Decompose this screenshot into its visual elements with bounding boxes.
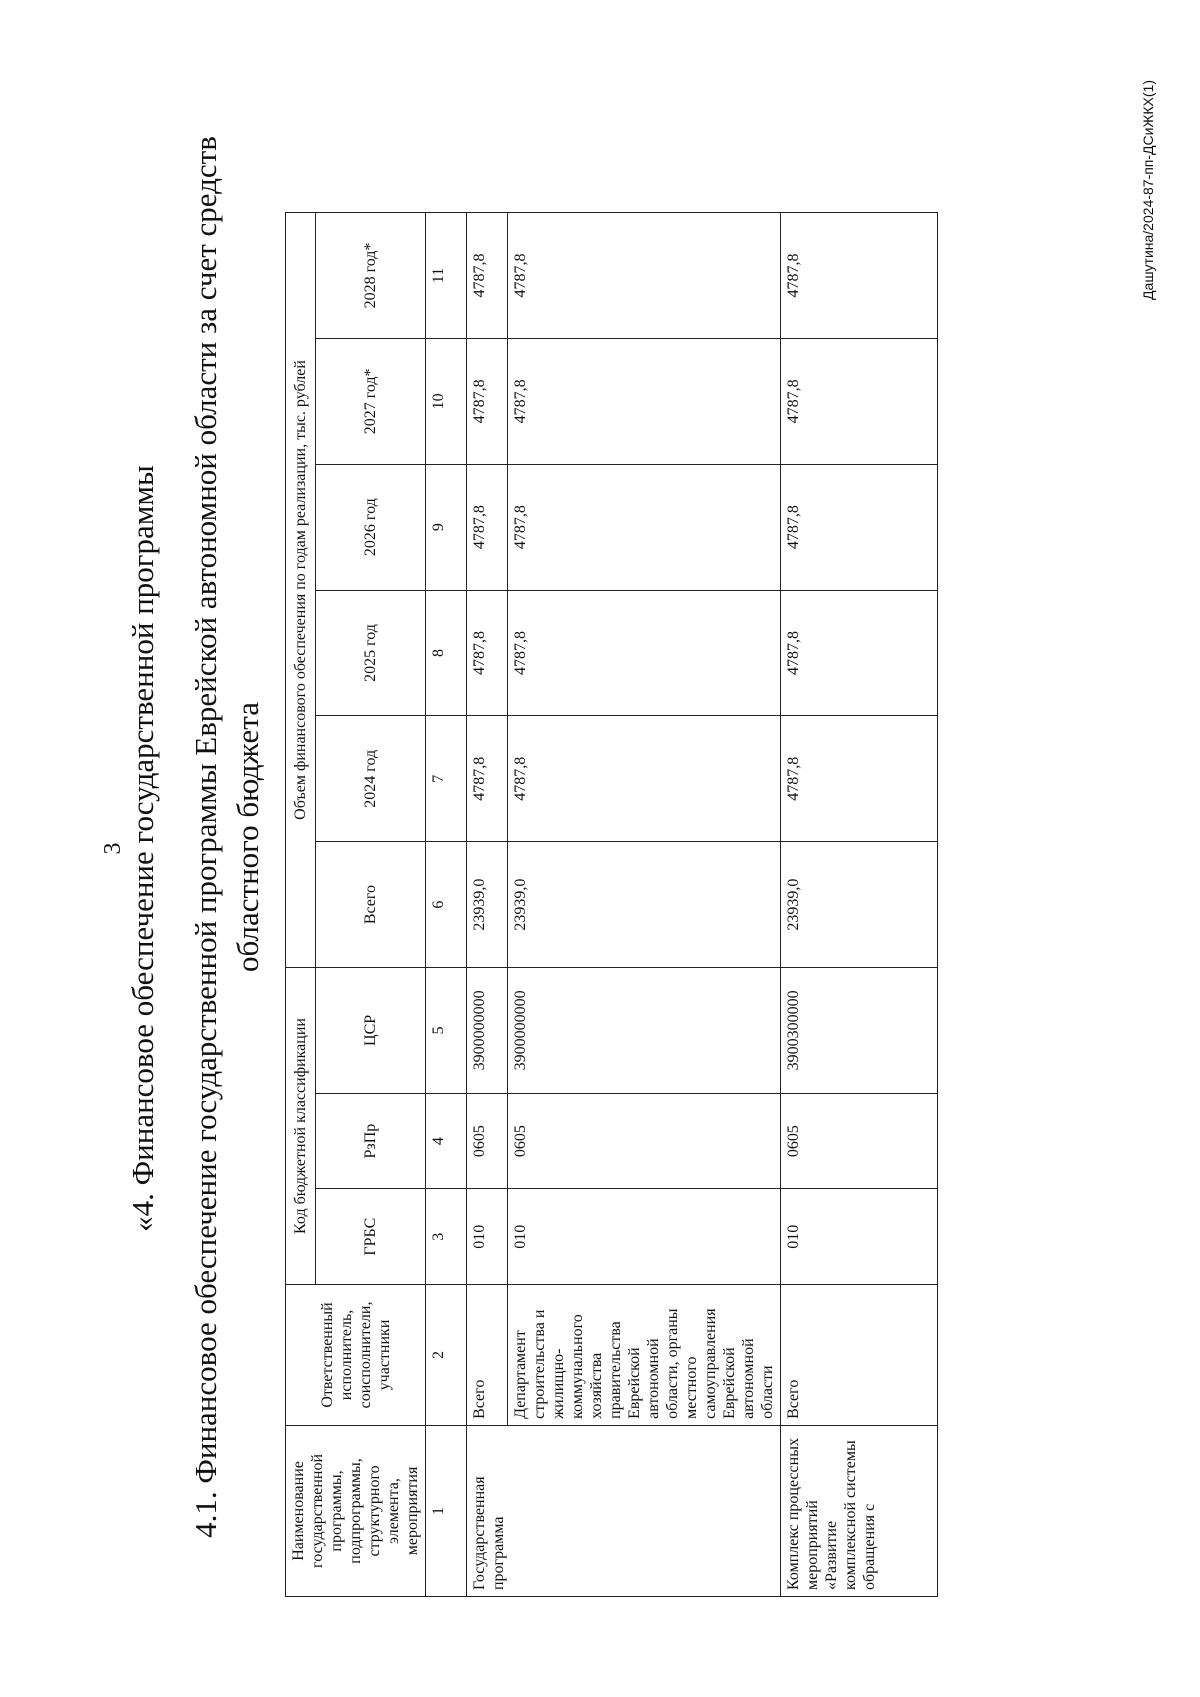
header-2028: 2028 год* (315, 213, 425, 339)
row-2028: 4787,8 (508, 213, 781, 339)
row-total: 23939,0 (508, 842, 781, 968)
column-numbers-row (426, 213, 467, 1597)
row-responsible: Всего (781, 1285, 938, 1426)
row-grbs: 010 (508, 1189, 781, 1285)
header-volume: Объем финансового обеспечения по годам реализации, тыс. рублей (286, 213, 316, 968)
row-rzpr: 0605 (508, 1093, 781, 1189)
row-2025: 4787,8 (781, 590, 938, 716)
header-2025: 2025 год (315, 590, 425, 716)
row-rzpr: 0605 (467, 1093, 508, 1189)
page-number: 3 (100, 842, 126, 855)
column-number: 6 (426, 842, 467, 968)
row-name: Комплекс процессных мероприятий «Развитие комплексной системы обращения с (781, 1425, 938, 1596)
header-2026: 2026 год (315, 464, 425, 590)
header-2024: 2024 год (315, 716, 425, 842)
row-2025: 4787,8 (467, 590, 508, 716)
row-2026: 4787,8 (467, 464, 508, 590)
financing-table (285, 212, 938, 1597)
table-row (467, 213, 508, 1597)
column-number: 9 (426, 464, 467, 590)
row-total: 23939,0 (467, 842, 508, 968)
row-csr: 3900000000 (508, 967, 781, 1093)
row-2024: 4787,8 (467, 716, 508, 842)
header-rzpr: РзПр (315, 1093, 425, 1189)
row-grbs: 010 (467, 1189, 508, 1285)
row-rzpr: 0605 (781, 1093, 938, 1189)
table-row (508, 213, 781, 1597)
column-number: 7 (426, 716, 467, 842)
row-2027: 4787,8 (781, 338, 938, 464)
column-number: 1 (426, 1425, 467, 1596)
column-number: 11 (426, 213, 467, 339)
row-2027: 4787,8 (508, 338, 781, 464)
column-number: 3 (426, 1189, 467, 1285)
document-footer-id: Дашутина/2024-87-пп-ДСиЖКХ(1) (1140, 80, 1156, 300)
column-number: 10 (426, 338, 467, 464)
row-name: Государственная программа (467, 1425, 781, 1596)
subsection-title: 4.1. Финансовое обеспечение государственной программы Еврейской автономной области за счет средств областного бюджета (188, 136, 265, 1538)
row-grbs: 010 (781, 1189, 938, 1285)
header-row (286, 213, 316, 1597)
header-responsible: Ответственный исполнитель, соисполнители, участники (286, 1285, 426, 1426)
section-title: «4. Финансовое обеспечение государственной программы (125, 465, 160, 1232)
row-2026: 4787,8 (508, 464, 781, 590)
row-2027: 4787,8 (467, 338, 508, 464)
header-grbs: ГРБС (315, 1189, 425, 1285)
row-2028: 4787,8 (467, 213, 508, 339)
header-csr: ЦСР (315, 967, 425, 1093)
column-number: 2 (426, 1285, 467, 1426)
row-csr: 3900000000 (467, 967, 508, 1093)
column-number: 4 (426, 1093, 467, 1189)
column-number: 5 (426, 967, 467, 1093)
row-csr: 3900300000 (781, 967, 938, 1093)
row-responsible: Всего (467, 1285, 508, 1426)
header-2027: 2027 год* (315, 338, 425, 464)
row-2026: 4787,8 (781, 464, 938, 590)
header-total: Всего (315, 842, 425, 968)
row-2025: 4787,8 (508, 590, 781, 716)
table-row (781, 213, 938, 1597)
header-budget-code: Код бюджетной классификации (286, 967, 316, 1284)
header-name: Наименование государственной программы, подпрограммы, структурного элемента, мероприятия (286, 1425, 426, 1596)
row-total: 23939,0 (781, 842, 938, 968)
row-responsible: Департамент строительства и жилищно-коммунального хозяйства правительства Еврейской автономной области, органы местного самоуправления Еврейской автономной области (508, 1285, 781, 1426)
row-2024: 4787,8 (781, 716, 938, 842)
column-number: 8 (426, 590, 467, 716)
row-2028: 4787,8 (781, 213, 938, 339)
row-2024: 4787,8 (508, 716, 781, 842)
